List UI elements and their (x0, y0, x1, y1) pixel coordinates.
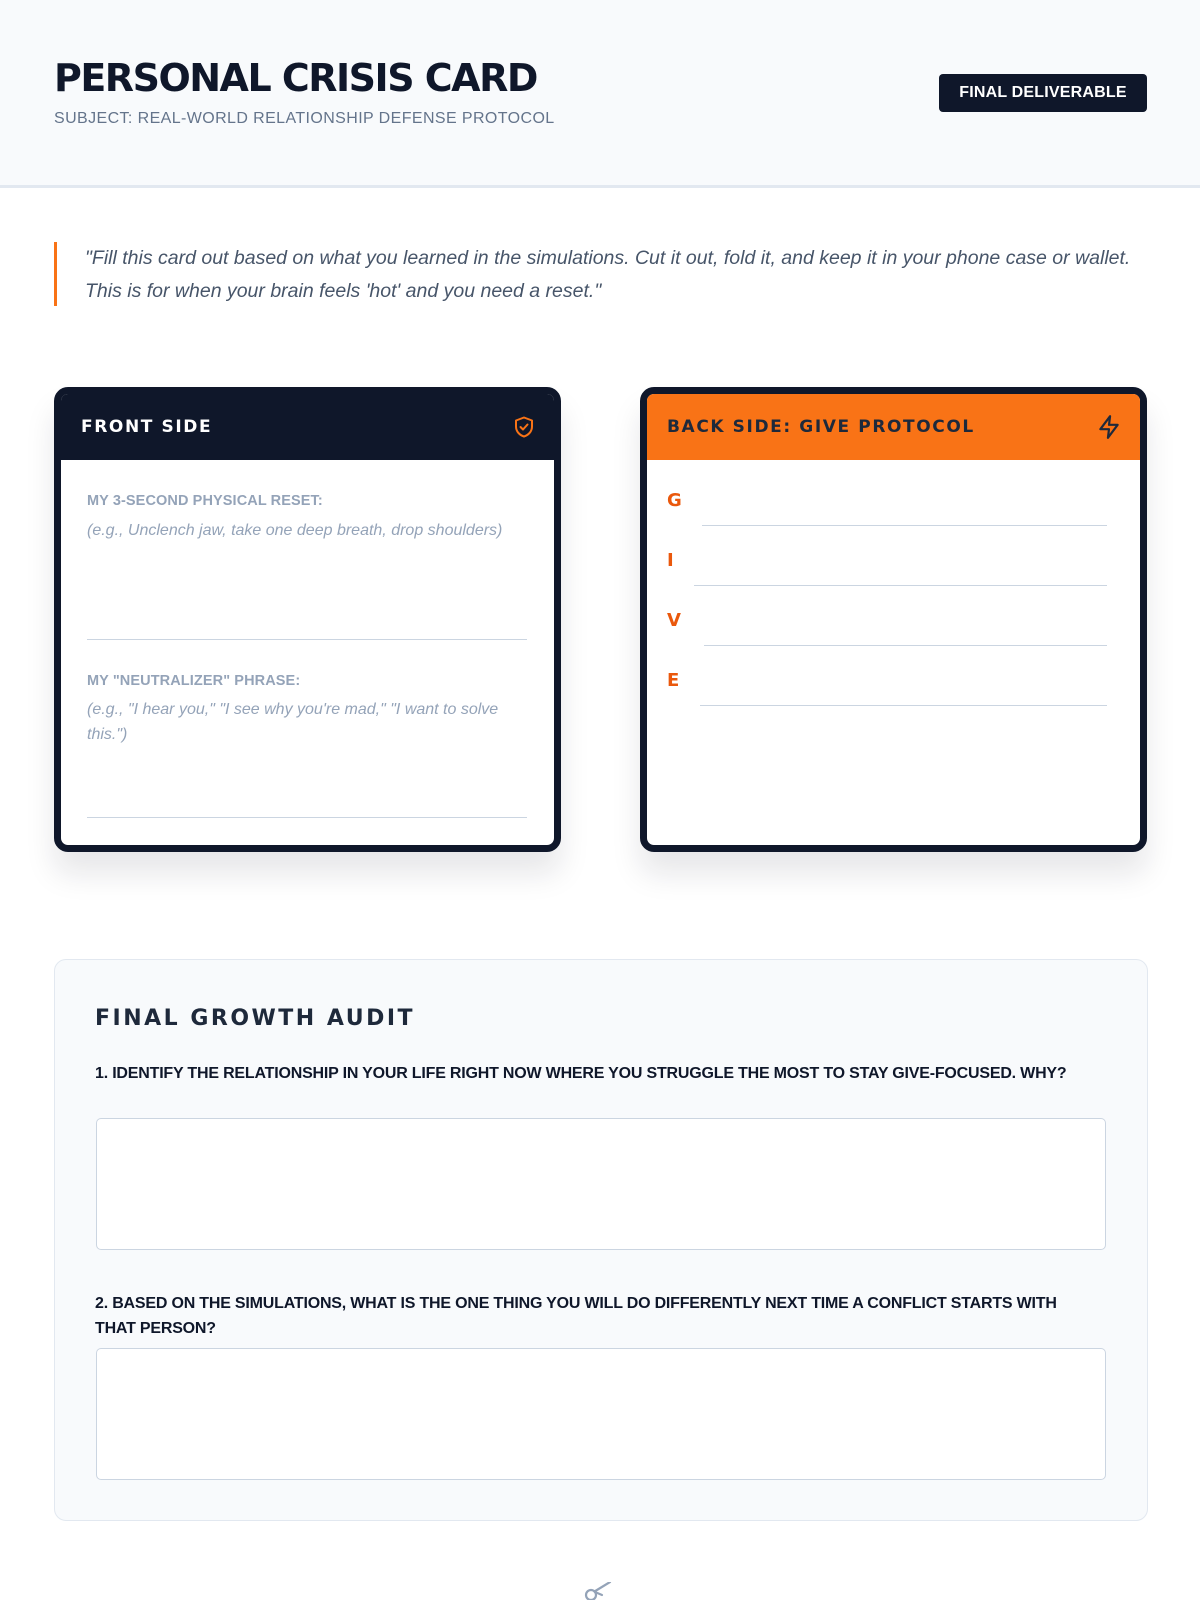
audit-question-2: 2. BASED ON THE SIMULATIONS, WHAT IS THE ONE THING YOU WILL DO DIFFERENTLY NEXT TIME A CONFLICT STARTS WITH THAT PERSON? (95, 1295, 1057, 1337)
shield-check-icon (512, 415, 536, 439)
lightning-bolt-icon (1096, 414, 1122, 440)
page-header (0, 0, 1200, 188)
give-row-e (667, 666, 1107, 706)
give-letter-v: V (667, 610, 681, 631)
front-card-header (61, 394, 554, 460)
audit-question-1: 1. IDENTIFY THE RELATIONSHIP IN YOUR LIFE RIGHT NOW WHERE YOU STRUGGLE THE MOST TO STAY GIVE-FOCUSED. WHY? (95, 1065, 1067, 1082)
scissors-icon (582, 1582, 618, 1600)
front-card-title: FRONT SIDE (81, 417, 213, 437)
audit-title: FINAL GROWTH AUDIT (95, 1006, 416, 1031)
back-side-card (640, 387, 1147, 852)
give-letter-e: E (667, 670, 680, 691)
physical-reset-hint: (e.g., Unclench jaw, take one deep breath, drop shoulders) (87, 522, 503, 539)
instruction-quote: "Fill this card out based on what you learned in the simulations. Cut it out, fold it, and keep it in your phone case or wallet. This is for when your brain feels 'hot' and you need a reset." (54, 242, 1154, 306)
give-line-g[interactable] (702, 525, 1107, 526)
page-title: PERSONAL CRISIS CARD (54, 56, 537, 100)
give-line-i[interactable] (694, 585, 1107, 586)
give-line-v[interactable] (704, 645, 1107, 646)
physical-reset-write-line[interactable] (87, 639, 527, 640)
final-growth-audit (54, 959, 1148, 1521)
audit-answer-2[interactable] (96, 1348, 1106, 1480)
give-row-g (667, 486, 1107, 526)
final-deliverable-badge: FINAL DELIVERABLE (939, 74, 1147, 112)
front-side-card (54, 387, 561, 852)
give-line-e[interactable] (700, 705, 1107, 706)
page-subtitle: SUBJECT: REAL-WORLD RELATIONSHIP DEFENSE PROTOCOL (54, 110, 555, 127)
physical-reset-label: MY 3-SECOND PHYSICAL RESET: (87, 493, 323, 509)
neutralizer-phrase-label: MY "NEUTRALIZER" PHRASE: (87, 673, 301, 689)
back-card-title: BACK SIDE: GIVE PROTOCOL (667, 417, 975, 437)
give-letter-i: I (667, 550, 674, 571)
give-letter-g: G (667, 490, 682, 511)
neutralizer-phrase-write-line[interactable] (87, 817, 527, 818)
back-card-header (647, 394, 1140, 460)
give-row-v (667, 606, 1107, 646)
neutralizer-phrase-hint: (e.g., "I hear you," "I see why you're mad," "I want to solve this.") (87, 701, 499, 743)
give-row-i (667, 546, 1107, 586)
audit-answer-1[interactable] (96, 1118, 1106, 1250)
